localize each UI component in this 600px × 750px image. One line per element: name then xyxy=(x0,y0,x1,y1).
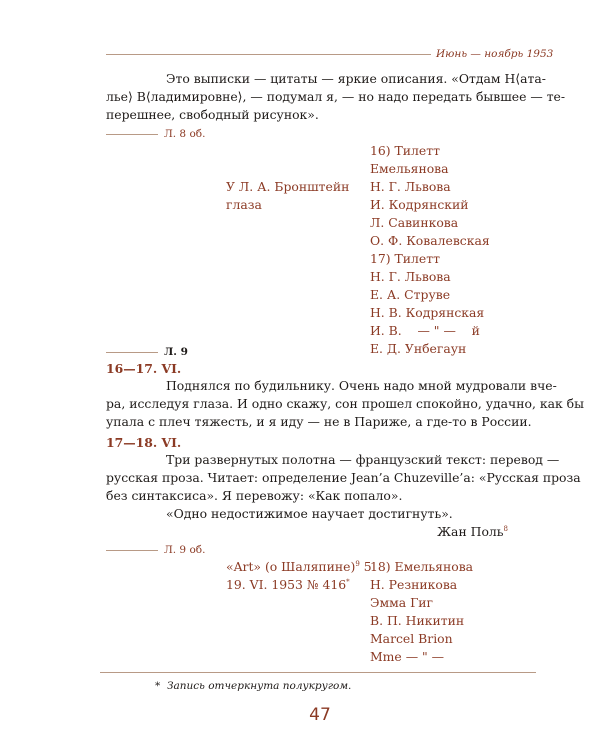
list-item: Л. Савинкова xyxy=(370,215,459,230)
header-rule xyxy=(106,54,431,55)
list-item: И. В. — " — й xyxy=(370,323,480,338)
leaf3-left-column xyxy=(226,558,372,594)
footnote-mark: * xyxy=(155,680,161,692)
list-item: Емельянова xyxy=(370,161,449,176)
page-number: 47 xyxy=(309,705,331,725)
leaf3-right-column xyxy=(370,558,473,666)
text-line: глаза xyxy=(226,197,262,212)
list-item: Е. Д. Унбегаун xyxy=(370,341,467,356)
quote-attribution xyxy=(106,523,536,541)
list-item: О. Ф. Ковалевская xyxy=(370,233,490,248)
note-ref: 8 xyxy=(503,524,508,533)
text-line: перешнее, свободный рисунок». xyxy=(106,107,319,122)
text-line: У Л. А. Бронштейн xyxy=(226,179,350,194)
list-item: И. Кодрянский xyxy=(370,197,469,212)
running-header: Июнь — ноябрь 1953 xyxy=(436,48,554,60)
text-line xyxy=(226,558,372,576)
quote: «Одно недостижимое научает достигнуть». xyxy=(166,506,453,521)
text-line: Поднялся по будильнику. Очень надо мной мудровали вче- xyxy=(166,378,557,393)
list-item: 17) Тилетт xyxy=(370,251,440,266)
paragraph-1 xyxy=(106,70,566,124)
leaf-marker: Л. 9 xyxy=(164,346,188,358)
entry-text xyxy=(106,451,581,541)
text-line: упала с плеч тяжесть, и я иду — не в Париже, а где-то в России. xyxy=(106,414,532,429)
footnote xyxy=(155,679,351,693)
list-item: Н. Г. Львова xyxy=(370,269,451,284)
footnote-ref: * xyxy=(346,577,350,586)
list-item: Эмма Гиг xyxy=(370,595,434,610)
quote-author: Жан Поль xyxy=(437,524,504,539)
list-item: Е. А. Струве xyxy=(370,287,451,302)
leaf-marker: Л. 8 об. xyxy=(164,128,206,140)
footnote-rule xyxy=(100,672,536,673)
text: 5 xyxy=(359,559,372,574)
leaf-rule xyxy=(106,550,158,551)
text-line xyxy=(226,576,372,594)
list-item: В. П. Никитин xyxy=(370,613,465,628)
text-line: ра, исследуя глаза. И одно скажу, сон прошел спокойно, удачно, как бы xyxy=(106,396,584,411)
text: 19. VI. 1953 № 416 xyxy=(226,577,347,592)
footnote-text: Запись отчеркнута полукругом. xyxy=(166,680,352,692)
entry-text xyxy=(106,377,584,431)
text-line: Это выписки — цитаты — яркие описания. «Отдам Н⟨ата- xyxy=(166,71,546,86)
text-line: лье⟩ В⟨ладимировне⟩, — подумал я, — но надо передать бывшее — те- xyxy=(106,89,566,104)
list-item: Mme — " — xyxy=(370,649,445,664)
leaf-rule xyxy=(106,352,158,353)
leaf-rule xyxy=(106,134,158,135)
text-line: Три развернутых полотна — французский текст: перевод — xyxy=(166,452,560,467)
list-item: Н. В. Кодрянская xyxy=(370,305,485,320)
leaf-marker: Л. 9 об. xyxy=(164,544,206,556)
text-line: русская проза. Читает: определение Jean’a Chuzeville’a: «Русская проза xyxy=(106,470,581,485)
entry-date: 17—18. VI. xyxy=(106,435,182,450)
list-item: Н. Г. Львова xyxy=(370,179,451,194)
leaf1-right-column xyxy=(370,142,490,358)
entry-date: 16—17. VI. xyxy=(106,361,182,376)
list-item: 16) Тилетт xyxy=(370,143,440,158)
list-item: Н. Резникова xyxy=(370,577,458,592)
text: «Art» (о Шаляпине) xyxy=(226,559,356,574)
list-item: 18) Емельянова xyxy=(370,559,474,574)
note-ref: 9 xyxy=(355,559,360,568)
leaf1-left-column xyxy=(226,178,349,214)
list-item: Marcel Brion xyxy=(370,631,453,646)
text-line: без синтаксиса». Я перевожу: «Как попало». xyxy=(106,488,403,503)
